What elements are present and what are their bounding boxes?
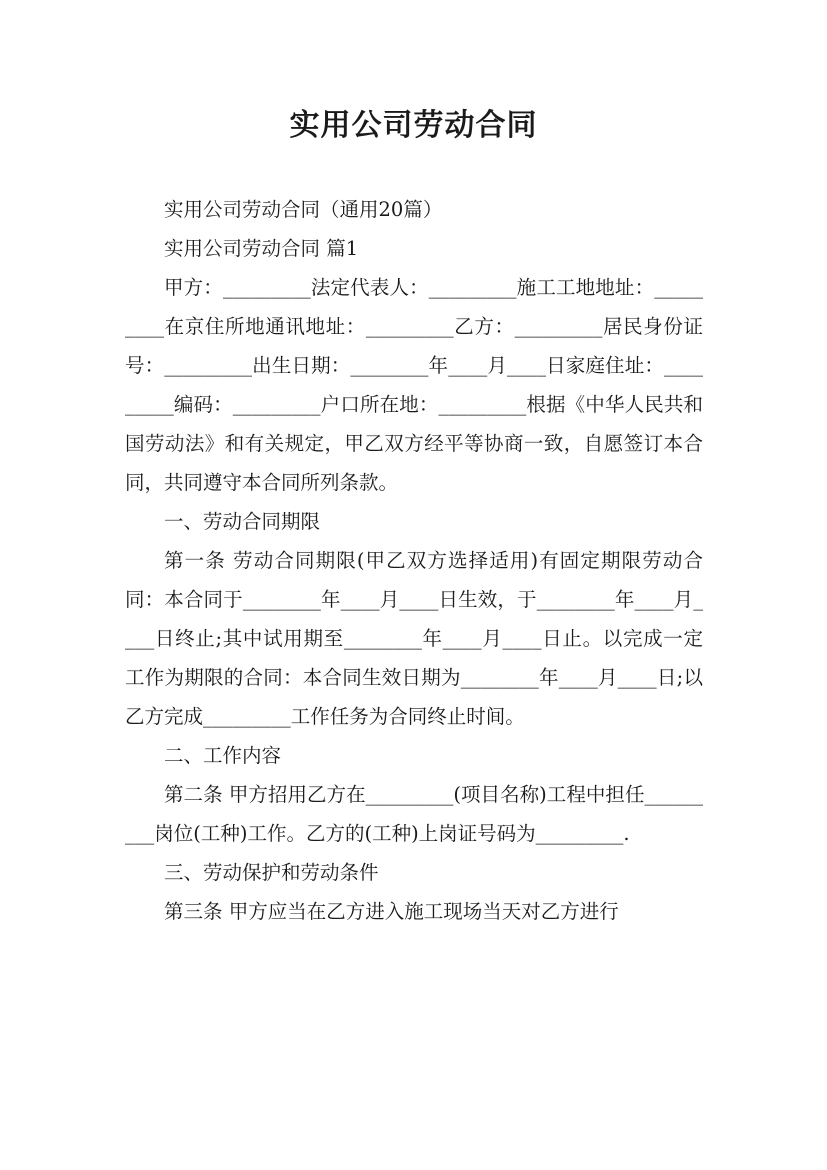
article-2: 第二条 甲方招用乙方在_________(项目名称)工程中担任_________岗位(工种)工作。乙方的(工种)上岗证号码为_________. — [125, 783, 703, 845]
document-body — [125, 190, 703, 931]
document-title: 实用公司劳动合同 — [289, 108, 538, 143]
section-heading-work-content: 二、工作内容 — [164, 744, 282, 767]
article-1: 第一条 劳动合同期限(甲乙双方选择适用)有固定期限劳动合同：本合同于________年____月____日生效，于________年____月____日终止;其中试用期至________年____月____日止。以完成一定工作为期限的合同：本合同生效日期为________年____月____日;以乙方完成_________工作任务为合同终止时间。 — [125, 549, 703, 728]
section-heading-term: 一、劳动合同期限 — [164, 510, 321, 533]
section-heading-labor-protection: 三、劳动保护和劳动条件 — [164, 861, 379, 884]
article-3: 第三条 甲方应当在乙方进入施工现场当天对乙方进行 — [164, 900, 619, 923]
parties-paragraph: 甲方：_________法定代表人：_________施工工地地址：_________在京住所地通讯地址：_________乙方：_________居民身份证号：_________出生日期：________年____月____日家庭住址：_________编码：_________户口所在地：_________根据《中华人民共和国劳动法》和有关规定，甲乙双方经平等协商一致，自愿签订本合同，共同遵守本合同所列条款。 — [125, 276, 703, 494]
document-subtitle: 实用公司劳动合同（通用20篇） — [164, 198, 443, 221]
part-title: 实用公司劳动合同 篇1 — [164, 237, 359, 260]
